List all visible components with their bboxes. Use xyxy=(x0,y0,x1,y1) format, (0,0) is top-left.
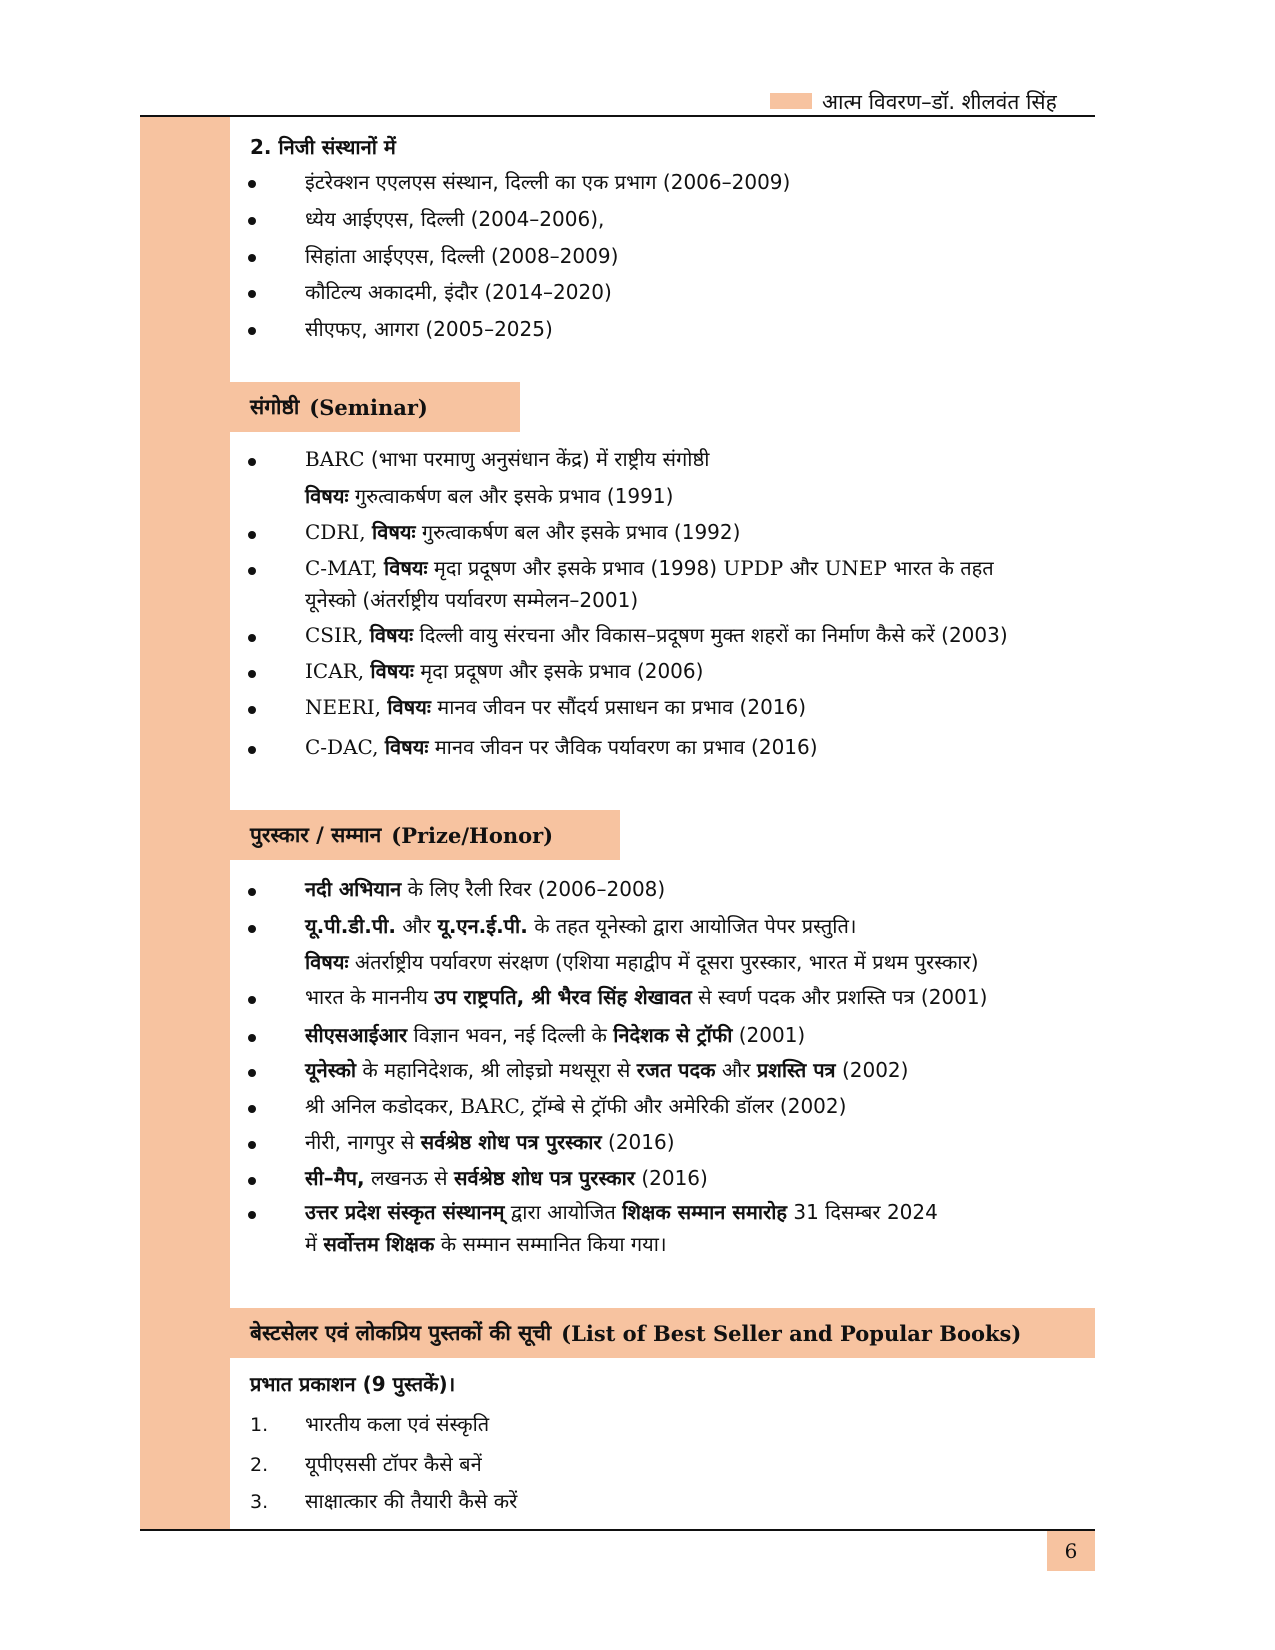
prize-item: नदी अभियान के लिए रैली रिवर (2006–2008) xyxy=(305,877,666,901)
footer-rule xyxy=(140,1529,1095,1531)
prize-item: नीरी, नागपुर से सर्वश्रेष्ठ शोध पत्र पुरस्कार (2016) xyxy=(305,1130,675,1154)
bullet-icon xyxy=(248,1211,256,1219)
seminar-org: ICAR, xyxy=(305,659,365,683)
bullet-icon xyxy=(248,290,256,298)
bullet-icon xyxy=(248,458,256,466)
seminar-item: CSIR, विषयः दिल्ली वायु संरचना और विकास–प्रदूषण मुक्त शहरों का निर्माण कैसे करें (2003) xyxy=(305,623,1008,647)
seminar-item: C-DAC, विषयः मानव जीवन पर जैविक पर्यावरण का प्रभाव (2016) xyxy=(305,735,818,759)
book-number: 3. xyxy=(250,1491,269,1513)
bullet-icon xyxy=(248,1177,256,1185)
bullet-icon xyxy=(248,180,256,188)
prize-item-cont: में सर्वोत्तम शिक्षक के सम्मान सम्मानित किया गया। xyxy=(305,1232,667,1256)
seminar-org: NEERI, xyxy=(305,695,382,719)
seminar-org: BARC xyxy=(305,447,365,471)
page-number: 6 xyxy=(1047,1531,1095,1571)
private-item: इंटरेक्शन एएलएस संस्थान, दिल्ली का एक प्रभाग (2006–2009) xyxy=(305,170,791,194)
bullet-icon xyxy=(248,531,256,539)
seminar-subject: विषयः गुरुत्वाकर्षण बल और इसके प्रभाव (1991) xyxy=(305,484,674,508)
seminar-org: CDRI, xyxy=(305,520,366,544)
seminar-item: CDRI, विषयः गुरुत्वाकर्षण बल और इसके प्रभाव (1992) xyxy=(305,520,741,544)
prize-title-hi: पुरस्कार / सम्मान xyxy=(250,823,382,847)
bullet-icon xyxy=(248,670,256,678)
prize-item: भारत के माननीय उप राष्ट्रपति, श्री भैरव सिंह शेखावत से स्वर्ण पदक और प्रशस्ति पत्र (2001) xyxy=(305,985,988,1009)
book-title: यूपीएससी टॉपर कैसे बनें xyxy=(305,1452,482,1476)
private-heading: 2. निजी संस्थानों में xyxy=(250,135,396,159)
bullet-icon xyxy=(248,706,256,714)
prize-item-cont: विषयः अंतर्राष्ट्रीय पर्यावरण संरक्षण (एशिया महाद्वीप में दूसरा पुरस्कार, भारत में प्रथम पुरस्कार) xyxy=(305,950,979,974)
book-title: साक्षात्कार की तैयारी कैसे करें xyxy=(305,1489,518,1513)
bullet-icon xyxy=(248,1105,256,1113)
bullet-icon xyxy=(248,1069,256,1077)
prize-title-en: (Prize/Honor) xyxy=(391,822,554,848)
seminar-org: CSIR, xyxy=(305,623,364,647)
private-item: सीएफए, आगरा (2005–2025) xyxy=(305,317,553,341)
seminar-title-en: (Seminar) xyxy=(309,394,428,420)
bullet-icon xyxy=(248,217,256,225)
seminar-heading xyxy=(230,382,520,432)
bullet-icon xyxy=(248,888,256,896)
seminar-org: C-MAT, xyxy=(305,556,378,580)
bullet-icon xyxy=(248,1141,256,1149)
book-number: 2. xyxy=(250,1454,269,1476)
bullet-icon xyxy=(248,567,256,575)
bullet-icon xyxy=(248,254,256,262)
seminar-item: NEERI, विषयः मानव जीवन पर सौंदर्य प्रसाधन का प्रभाव (2016) xyxy=(305,695,807,719)
books-title-hi: बेस्टसेलर एवं लोकप्रिय पुस्तकों की सूची xyxy=(250,1321,552,1345)
header-rule xyxy=(140,115,1095,117)
header-accent xyxy=(770,93,812,109)
bullet-icon xyxy=(248,746,256,754)
seminar-item: BARC (भाभा परमाणु अनुसंधान केंद्र) में राष्ट्रीय संगोष्ठी xyxy=(305,447,710,471)
seminar-item-cont: यूनेस्को (अंतर्राष्ट्रीय पर्यावरण सम्मेलन–2001) xyxy=(305,588,639,612)
seminar-org: C-DAC, xyxy=(305,735,379,759)
prize-item: सीएसआईआर विज्ञान भवन, नई दिल्ली के निदेशक से ट्रॉफी (2001) xyxy=(305,1023,806,1047)
side-accent-bar xyxy=(140,117,230,1529)
books-title-en: (List of Best Seller and Popular Books) xyxy=(561,1320,1022,1346)
bullet-icon xyxy=(248,996,256,1004)
book-number: 1. xyxy=(250,1414,269,1436)
bullet-icon xyxy=(248,925,256,933)
books-heading xyxy=(230,1308,1095,1358)
bullet-icon xyxy=(248,1034,256,1042)
prize-item: सी–मैप, लखनऊ से सर्वश्रेष्ठ शोध पत्र पुरस्कार (2016) xyxy=(305,1166,708,1190)
private-item: सिहांता आईएएस, दिल्ली (2008–2009) xyxy=(305,244,619,268)
private-item: कौटिल्य अकादमी, इंदौर (2014–2020) xyxy=(305,280,612,304)
publisher-heading: प्रभात प्रकाशन (9 पुस्तकें)। xyxy=(250,1372,456,1396)
bullet-icon xyxy=(248,634,256,642)
private-item: ध्येय आईएएस, दिल्ली (2004–2006), xyxy=(305,207,605,231)
prize-item: श्री अनिल कडोदकर, BARC, ट्रॉम्बे से ट्रॉफी और अमेरिकी डॉलर (2002) xyxy=(305,1094,847,1118)
prize-item: यू.पी.डी.पी. और यू.एन.ई.पी. के तहत यूनेस्को द्वारा आयोजित पेपर प्रस्तुति। xyxy=(305,914,857,938)
seminar-title-hi: संगोष्ठी xyxy=(250,395,300,419)
prize-item: यूनेस्को के महानिदेशक, श्री लोइच्रो मथसूरा से रजत पदक और प्रशस्ति पत्र (2002) xyxy=(305,1058,909,1082)
prize-item: उत्तर प्रदेश संस्कृत संस्थानम् द्वारा आयोजित शिक्षक सम्मान समारोह 31 दिसम्बर 2024 xyxy=(305,1200,938,1224)
bullet-icon xyxy=(248,327,256,335)
seminar-item: ICAR, विषयः मृदा प्रदूषण और इसके प्रभाव (2006) xyxy=(305,659,704,683)
header-title: आत्म विवरण–डॉ. शीलवंत सिंह xyxy=(822,90,1057,114)
prize-heading xyxy=(230,810,620,860)
book-title: भारतीय कला एवं संस्कृति xyxy=(305,1412,490,1436)
seminar-item: C-MAT, विषयः मृदा प्रदूषण और इसके प्रभाव (1998) UPDP और UNEP भारत के तहत xyxy=(305,556,994,580)
